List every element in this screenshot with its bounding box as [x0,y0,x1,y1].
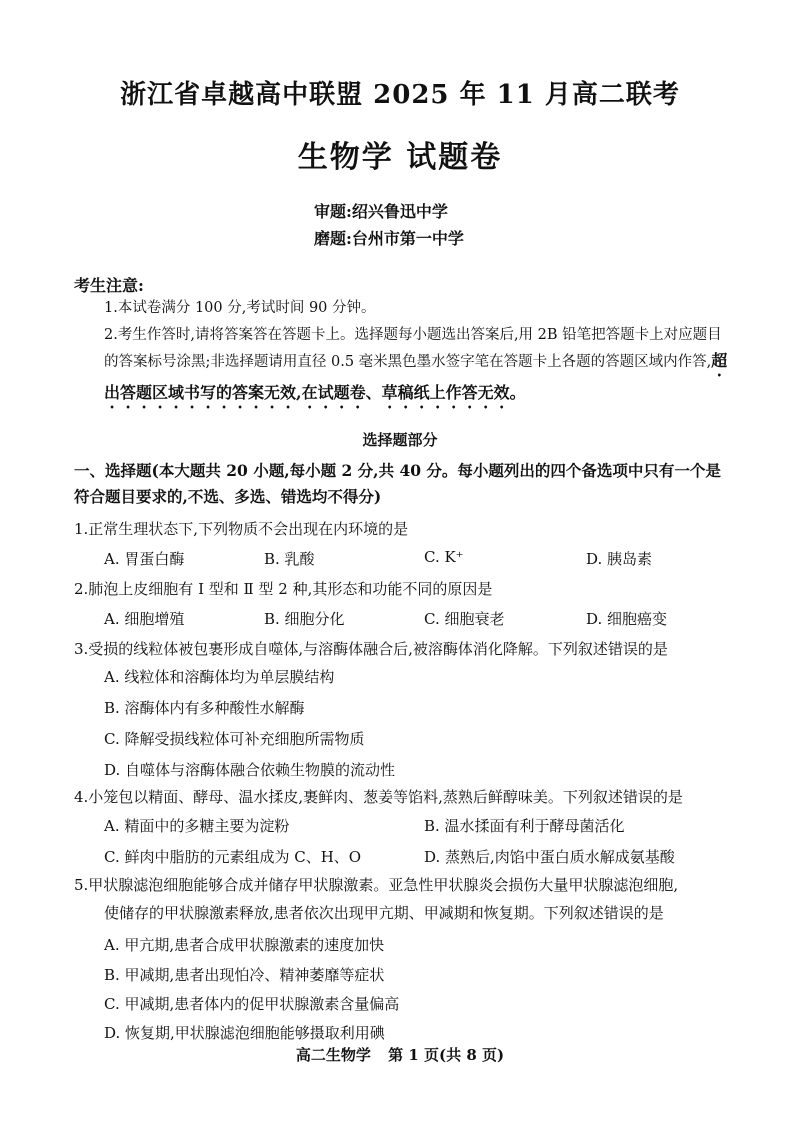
notice-title: 考生注意: [74,276,144,295]
notice-item-1: 1.本试卷满分 100 分,考试时间 90 分钟。 [104,300,376,316]
question-1-option-b: B. 乳酸 [264,550,315,568]
question-4-option-c: C. 鲜肉中脂肪的元素组成为 C、H、O [104,848,362,866]
part1-heading [74,458,734,510]
question-4-option-d: D. 蒸熟后,肉馅中蛋白质水解成氨基酸 [424,848,675,866]
question-5-stem-line1: 5.甲状腺滤泡细胞能够合成并储存甲状腺激素。亚急性甲状腺炎会损伤大量甲状腺滤泡细胞, [74,876,679,894]
question-5-option-a: A. 甲亢期,患者合成甲状腺激素的速度加快 [104,936,385,954]
question-2-option-d: D. 细胞癌变 [586,610,668,628]
notice-item-2-emphasis: 超出答题区域书写的答案无效,在试题卷、草稿纸上作答无效。 [104,351,728,402]
exam-title: 浙江省卓越高中联盟 2025 年 11 月高二联考 [120,80,680,110]
question-4-stem: 4.小笼包以精面、酵母、温水揉皮,裹鲜肉、葱姜等馅料,蒸熟后鲜醇味美。下列叙述错误的是 [74,788,683,806]
question-3-option-b: B. 溶酶体内有多种酸性水解酶 [104,699,305,717]
exam-subtitle: 生物学 试题卷 [297,140,503,175]
exam-author: 审题:绍兴鲁迅中学 [314,202,448,221]
part1-heading-line1: 一、选择题(本大题共 20 小题,每小题 2 分,共 40 分。每小题列出的四个备选项中只有一个是 [74,461,721,480]
notice-item-2-text: 2.考生作答时,请将答案答在答题卡上。选择题每小题选出答案后,用 2B 铅笔把答题卡上对应题目的答案标号涂黑;非选择题请用直径 0.5 毫米黑色墨水签字笔在答题卡上各题的答题区域内作答, [104,327,722,370]
question-5-option-c: C. 甲减期,患者体内的促甲状腺激素含量偏高 [104,995,400,1013]
question-2-stem: 2.肺泡上皮细胞有 Ⅰ 型和 Ⅱ 型 2 种,其形态和功能不同的原因是 [74,580,493,598]
question-4-option-b: B. 温水揉面有利于酵母菌活化 [424,817,625,835]
question-2-option-a: A. 细胞增殖 [104,610,185,628]
question-3-option-c: C. 降解受损线粒体可补充细胞所需物质 [104,730,365,748]
part1-heading-line2: 符合题目要求的,不选、多选、错选均不得分) [74,487,382,506]
question-2-option-c: C. 细胞衰老 [424,610,505,628]
question-1-stem: 1.正常生理状态下,下列物质不会出现在内环境的是 [74,520,409,538]
question-3-stem: 3.受损的线粒体被包裹形成自噬体,与溶酶体融合后,被溶酶体消化降解。下列叙述错误的是 [74,640,668,658]
question-3-option-d: D. 自噬体与溶酶体融合依赖生物膜的流动性 [104,761,396,779]
question-5-option-b: B. 甲减期,患者出现怕冷、精神萎靡等症状 [104,966,385,984]
exam-reviewer: 磨题:台州市第一中学 [314,229,464,248]
question-5-stem-line2: 使储存的甲状腺激素释放,患者依次出现甲亢期、甲减期和恢复期。下列叙述错误的是 [104,904,664,922]
section-title: 选择题部分 [362,431,438,449]
notice-item-2 [104,322,736,412]
question-4-option-a: A. 精面中的多糖主要为淀粉 [104,817,290,835]
question-5-option-d: D. 恢复期,甲状腺滤泡细胞能够摄取利用碘 [104,1024,385,1042]
question-1-option-a: A. 胃蛋白酶 [104,550,185,568]
question-2-option-b: B. 细胞分化 [264,610,345,628]
footer-page-number: 第 1 页(共 8 页) [388,1046,505,1064]
question-1-option-d: D. 胰岛素 [586,550,653,568]
question-1-option-c: C. K⁺ [424,548,464,566]
footer-subject: 高二生物学 [295,1046,371,1064]
page-footer [0,1044,800,1065]
question-3-option-a: A. 线粒体和溶酶体均为单层膜结构 [104,668,335,686]
